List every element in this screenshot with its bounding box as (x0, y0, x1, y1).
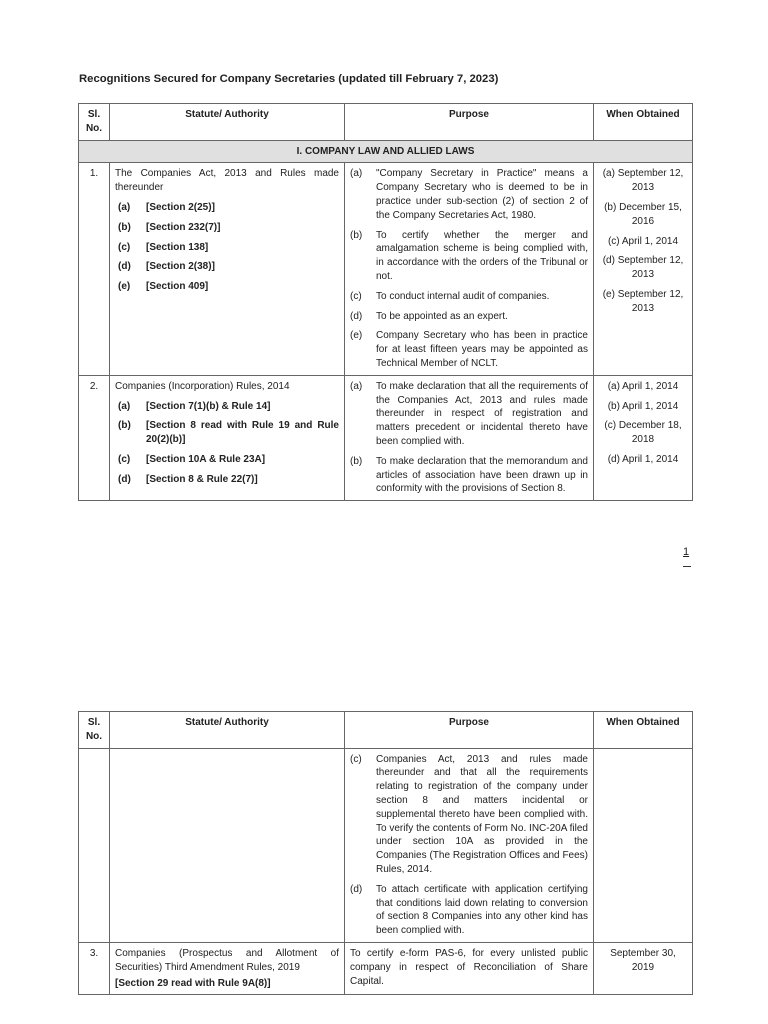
header-when-obtained: When Obtained (594, 104, 693, 141)
purpose-item: (d) To attach certificate with application certifying that conditions laid down relating to conversion of section 8 Companies into any other kind has been complied with. (350, 883, 588, 937)
when-item: (b) April 1, 2014 (607, 400, 679, 412)
when-cell (594, 163, 693, 375)
when-item: (a) September 12, 2013 (602, 168, 684, 194)
purpose-item: (c) Companies Act, 2013 and rules made thereunder and that all the requirements relating to registration of the company under section 8 and matters incidental or supplemental thereto have been complied with. To verify the contents of Form No. INC-20A filed under section 10A as provided in the Companies (The Registration Offices and Fees) Rules, 2014. (350, 753, 588, 875)
statute-name: Companies (Incorporation) Rules, 2014 (115, 380, 290, 392)
when-cell (594, 375, 693, 500)
header-statute: Statute/ Authority (110, 712, 345, 749)
when-item: (c) April 1, 2014 (607, 235, 679, 247)
purpose-item: (c) To conduct internal audit of companies. (350, 290, 550, 302)
section-item: (c) [Section 10A & Rule 23A] (118, 453, 266, 465)
document-title: Recognitions Secured for Company Secretaries (updated till February 7, 2023) (79, 73, 499, 85)
purpose-item: (a) To make declaration that all the requirements of the Companies Act, 2013 and rules made thereunder in respect of registration and matters precedent or incidental thereto have been complied with. (350, 380, 588, 447)
purpose-item: (d) To be appointed as an expert. (350, 310, 508, 322)
when-item: (e) September 12, 2013 (602, 288, 684, 314)
purpose-item: (b) To make declaration that the memorandum and articles of association have been drawn up in conformity with the provisions of Section 8. (350, 455, 588, 495)
header-row (79, 712, 693, 749)
when-item: (d) April 1, 2014 (607, 453, 679, 465)
header-when-obtained: When Obtained (594, 712, 693, 749)
header-purpose: Purpose (345, 104, 594, 141)
section-title: I. COMPANY LAW AND ALLIED LAWS (79, 140, 693, 163)
statute-cell (110, 942, 345, 994)
purpose-item: (e) Company Secretary who has been in practice for at least fifteen years may be appointed as Technical Member of NCLT. (350, 330, 588, 369)
header-sl-no: Sl. No. (79, 104, 110, 141)
section-item: (c) [Section 138] (118, 241, 209, 253)
sl-no (79, 748, 110, 942)
when-cell (594, 748, 693, 942)
when-item: (b) December 15, 2016 (604, 201, 682, 227)
table-row (79, 942, 693, 994)
header-statute: Statute/ Authority (110, 104, 345, 141)
when-cell: September 30, 2019 (594, 942, 693, 994)
header-sl-no: Sl. No. (79, 712, 110, 749)
table-row (79, 375, 693, 500)
sl-no: 1. (79, 163, 110, 375)
section-item: (d) [Section 2(38)] (118, 261, 215, 273)
table-row (79, 163, 693, 375)
purpose-item: (b) To certify whether the merger and amalgamation scheme is being complied with, in accordance with the orders of the Tribunal or not. (350, 229, 588, 282)
purpose-cell (345, 748, 594, 942)
section-row (79, 140, 693, 163)
when-item: (d) September 12, 2013 (602, 255, 684, 281)
statute-cell (110, 748, 345, 942)
recognitions-table-page-1 (78, 103, 693, 501)
section-ref: [Section 29 read with Rule 9A(8)] (115, 977, 271, 989)
section-item: (a) [Section 7(1)(b) & Rule 14] (118, 400, 271, 412)
section-item: (a) [Section 2(25)] (118, 201, 215, 213)
statute-cell (110, 163, 345, 375)
section-list (118, 400, 339, 487)
statute-cell (110, 375, 345, 500)
sl-no: 3. (79, 942, 110, 994)
section-item: (b) [Section 232(7)] (118, 221, 221, 233)
page-number-rule (683, 566, 691, 567)
statute-name: Companies (Prospectus and Allotment of Securities) Third Amendment Rules, 2019 (115, 947, 339, 973)
purpose-cell (345, 163, 594, 375)
purpose-cell: To certify e-form PAS-6, for every unlisted public company in respect of Reconciliation of Share Capital. (345, 942, 594, 994)
when-item: (a) April 1, 2014 (607, 380, 679, 392)
section-list (118, 201, 339, 294)
header-row (79, 104, 693, 141)
section-item: (e) [Section 409] (118, 281, 209, 293)
purpose-item: (a) "Company Secretary in Practice" means a Company Secretary who is deemed to be in practice under sub-section (2) of section 2 of the Company Secretaries Act, 1980. (350, 168, 588, 221)
page-number: 1 (683, 546, 690, 558)
statute-name: The Companies Act, 2013 and Rules made thereunder (115, 168, 339, 194)
purpose-cell (345, 375, 594, 500)
header-purpose: Purpose (345, 712, 594, 749)
sl-no: 2. (79, 375, 110, 500)
recognitions-table-page-2 (78, 711, 693, 995)
section-item: (b) [Section 8 read with Rule 19 and Rule 20(2)(b)] (118, 420, 339, 446)
when-item: (c) December 18, 2018 (604, 420, 682, 446)
table-row (79, 748, 693, 942)
section-item: (d) [Section 8 & Rule 22(7)] (118, 473, 258, 485)
